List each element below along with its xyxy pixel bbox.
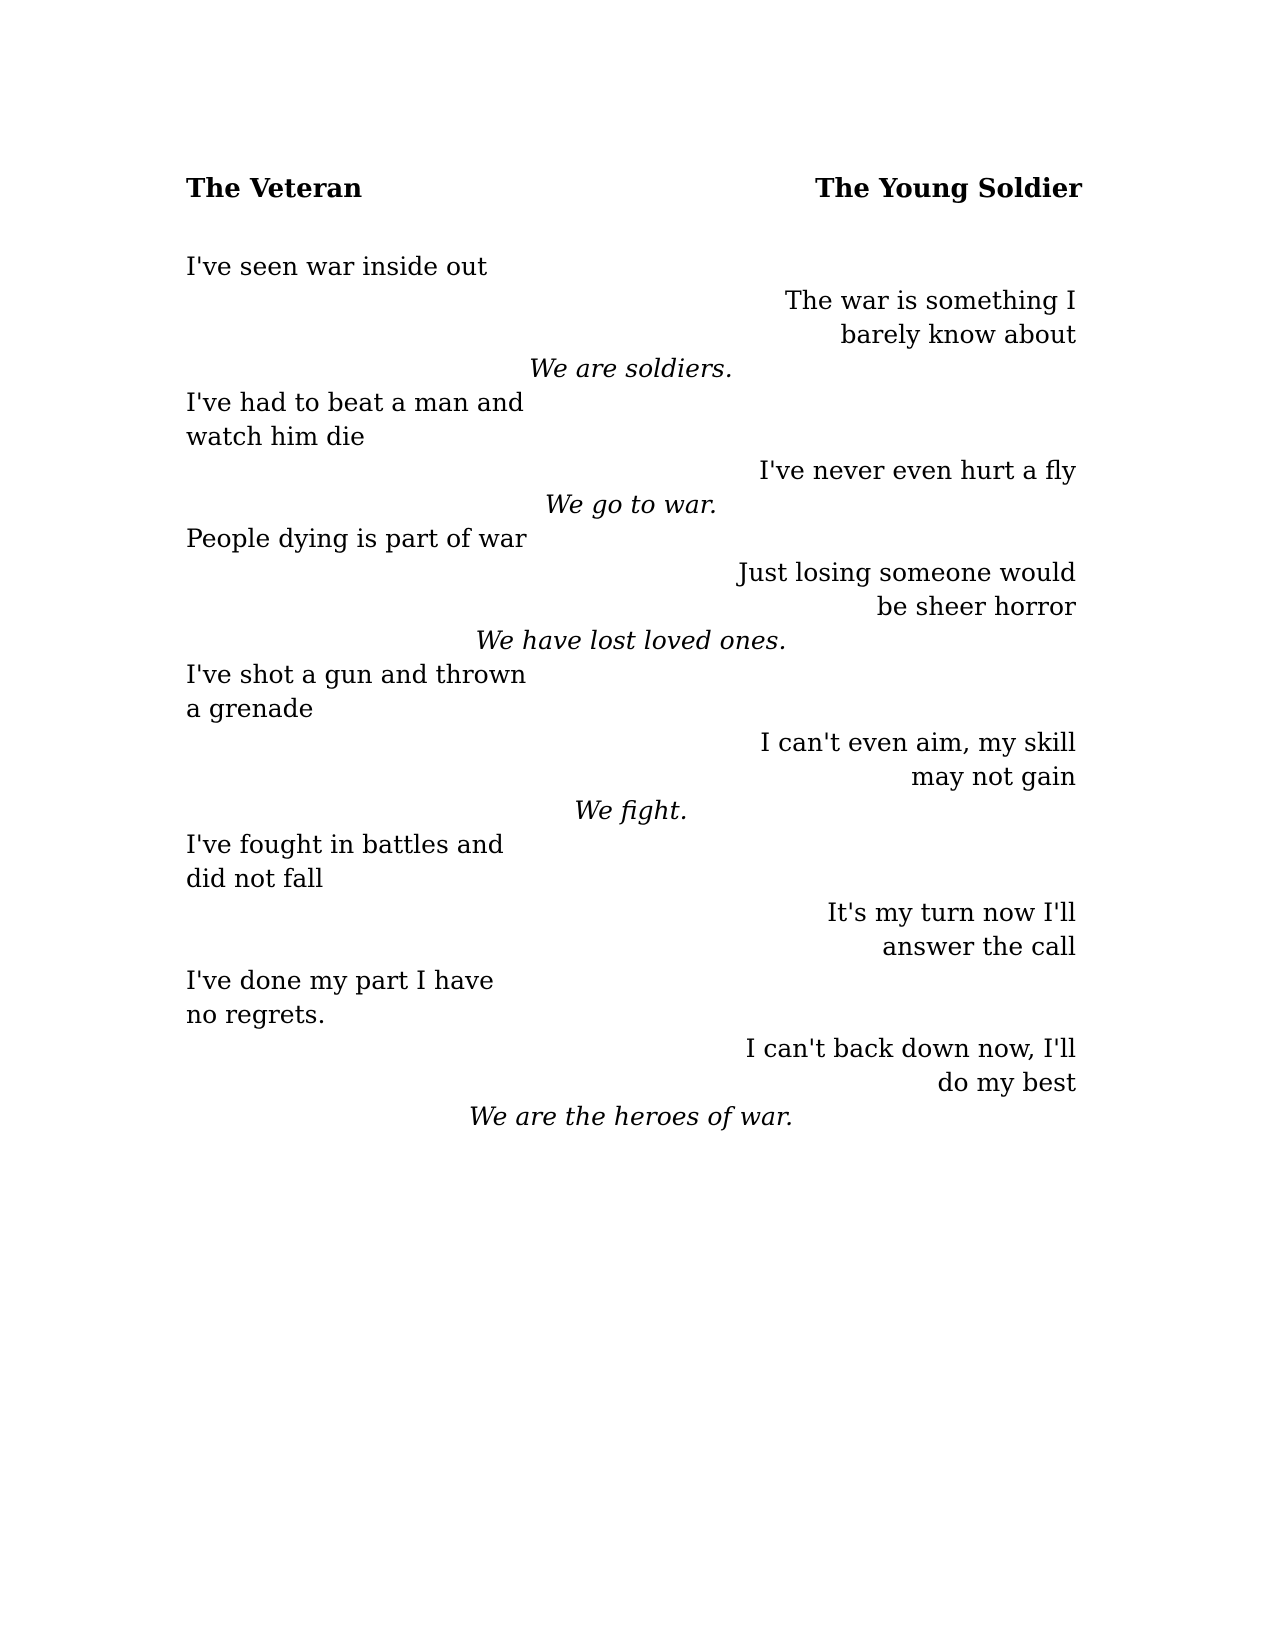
shared-refrain-line: We are the heroes of war.	[468, 1102, 794, 1131]
stanza-1	[186, 250, 1076, 386]
shared-refrain-line: We have lost loved ones.	[475, 626, 787, 655]
poem-body	[186, 250, 1076, 1134]
heading-the-veteran: The Veteran	[186, 174, 363, 204]
young-soldier-line: Just losing someone would	[738, 558, 1076, 587]
veteran-line: I've shot a gun and thrown	[186, 660, 527, 689]
young-soldier-line: I can't even aim, my skill	[760, 728, 1076, 757]
stanza-3	[186, 522, 1076, 658]
young-soldier-line: I can't back down now, I'll	[745, 1034, 1076, 1063]
heading-the-young-soldier: The Young Soldier	[815, 174, 1082, 204]
veteran-line: I've fought in battles and	[186, 830, 504, 859]
young-soldier-line: barely know about	[840, 320, 1076, 349]
stanza-6	[186, 964, 1076, 1134]
young-soldier-line: It's my turn now I'll	[827, 898, 1076, 927]
shared-refrain-line: We are soldiers.	[529, 354, 733, 383]
stanza-2	[186, 386, 1076, 522]
young-soldier-line: may not gain	[911, 762, 1076, 791]
veteran-line: I've had to beat a man and	[186, 388, 524, 417]
veteran-line: People dying is part of war	[186, 524, 527, 553]
shared-refrain-line: We go to war.	[545, 490, 717, 519]
veteran-line: did not fall	[186, 864, 324, 893]
stanza-5	[186, 828, 1076, 964]
veteran-line: a grenade	[186, 694, 314, 723]
young-soldier-line: The war is something I	[785, 286, 1076, 315]
shared-refrain-line: We fight.	[574, 796, 688, 825]
veteran-line: watch him die	[186, 422, 365, 451]
young-soldier-line: be sheer horror	[876, 592, 1076, 621]
veteran-line: I've seen war inside out	[186, 252, 488, 281]
young-soldier-line: do my best	[937, 1068, 1076, 1097]
young-soldier-line: answer the call	[882, 932, 1076, 961]
veteran-line: I've done my part I have	[186, 966, 494, 995]
stanza-4	[186, 658, 1076, 828]
veteran-line: no regrets.	[186, 1000, 326, 1029]
young-soldier-line: I've never even hurt a fly	[759, 456, 1076, 485]
